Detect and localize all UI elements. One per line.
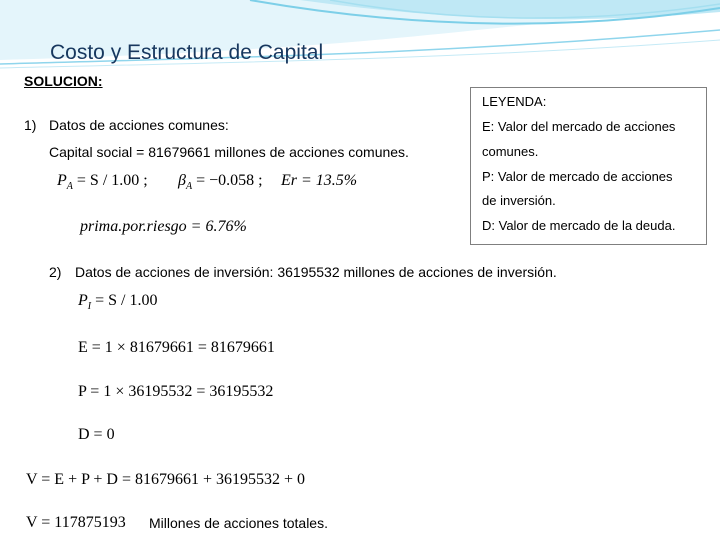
slide-title: Costo y Estructura de Capital	[50, 41, 324, 64]
equation-v-total: V = 117875193	[26, 514, 126, 531]
legend-line: P: Valor de mercado de acciones	[482, 169, 673, 184]
equation-prima-riesgo: prima.por.riesgo = 6.76%	[80, 218, 247, 235]
equation-pi-var: P	[78, 292, 88, 309]
section1-title: Datos de acciones comunes:	[49, 117, 229, 133]
legend-box	[470, 87, 707, 245]
legend-line: D: Valor de mercado de la deuda.	[482, 218, 676, 233]
v-total-note: Millones de acciones totales.	[149, 515, 328, 531]
equation-pa-sub: A	[66, 181, 73, 193]
equation-er: Er = 13.5%	[281, 172, 358, 189]
section2-number: 2)	[49, 264, 62, 280]
equation-e: E = 1 × 81679661 = 81679661	[78, 339, 275, 356]
equation-pi	[78, 292, 158, 312]
equation-pi-rhs: = S / 1.00	[95, 292, 158, 309]
equation-v: V = E + P + D = 81679661 + 36195532 + 0	[26, 471, 306, 488]
legend-line: de inversión.	[482, 193, 556, 208]
equation-d: D = 0	[78, 426, 115, 443]
equation-beta-rhs: = −0.058 ;	[196, 172, 263, 189]
equation-pi-sub: I	[87, 301, 92, 313]
equation-pa-rhs: = S / 1.00 ;	[76, 172, 148, 189]
header-swoosh-decoration	[0, 0, 720, 80]
equation-p: P = 1 × 36195532 = 36195532	[78, 383, 274, 400]
equation-beta-var: β	[178, 172, 186, 189]
equation-beta-sub: A	[185, 181, 193, 193]
solution-heading: SOLUCION:	[24, 73, 103, 89]
equation-pa-var: P	[57, 172, 67, 189]
capital-social-line: Capital social = 81679661 millones de acciones comunes.	[49, 144, 409, 160]
equation-beta	[178, 172, 263, 192]
section1-number: 1)	[24, 117, 37, 133]
equation-pa	[57, 172, 148, 192]
legend-title: LEYENDA:	[482, 94, 547, 109]
legend-line: E: Valor del mercado de acciones	[482, 119, 676, 134]
legend-line: comunes.	[482, 144, 539, 159]
section2-title: Datos de acciones de inversión: 36195532 millones de acciones de inversión.	[75, 264, 557, 280]
